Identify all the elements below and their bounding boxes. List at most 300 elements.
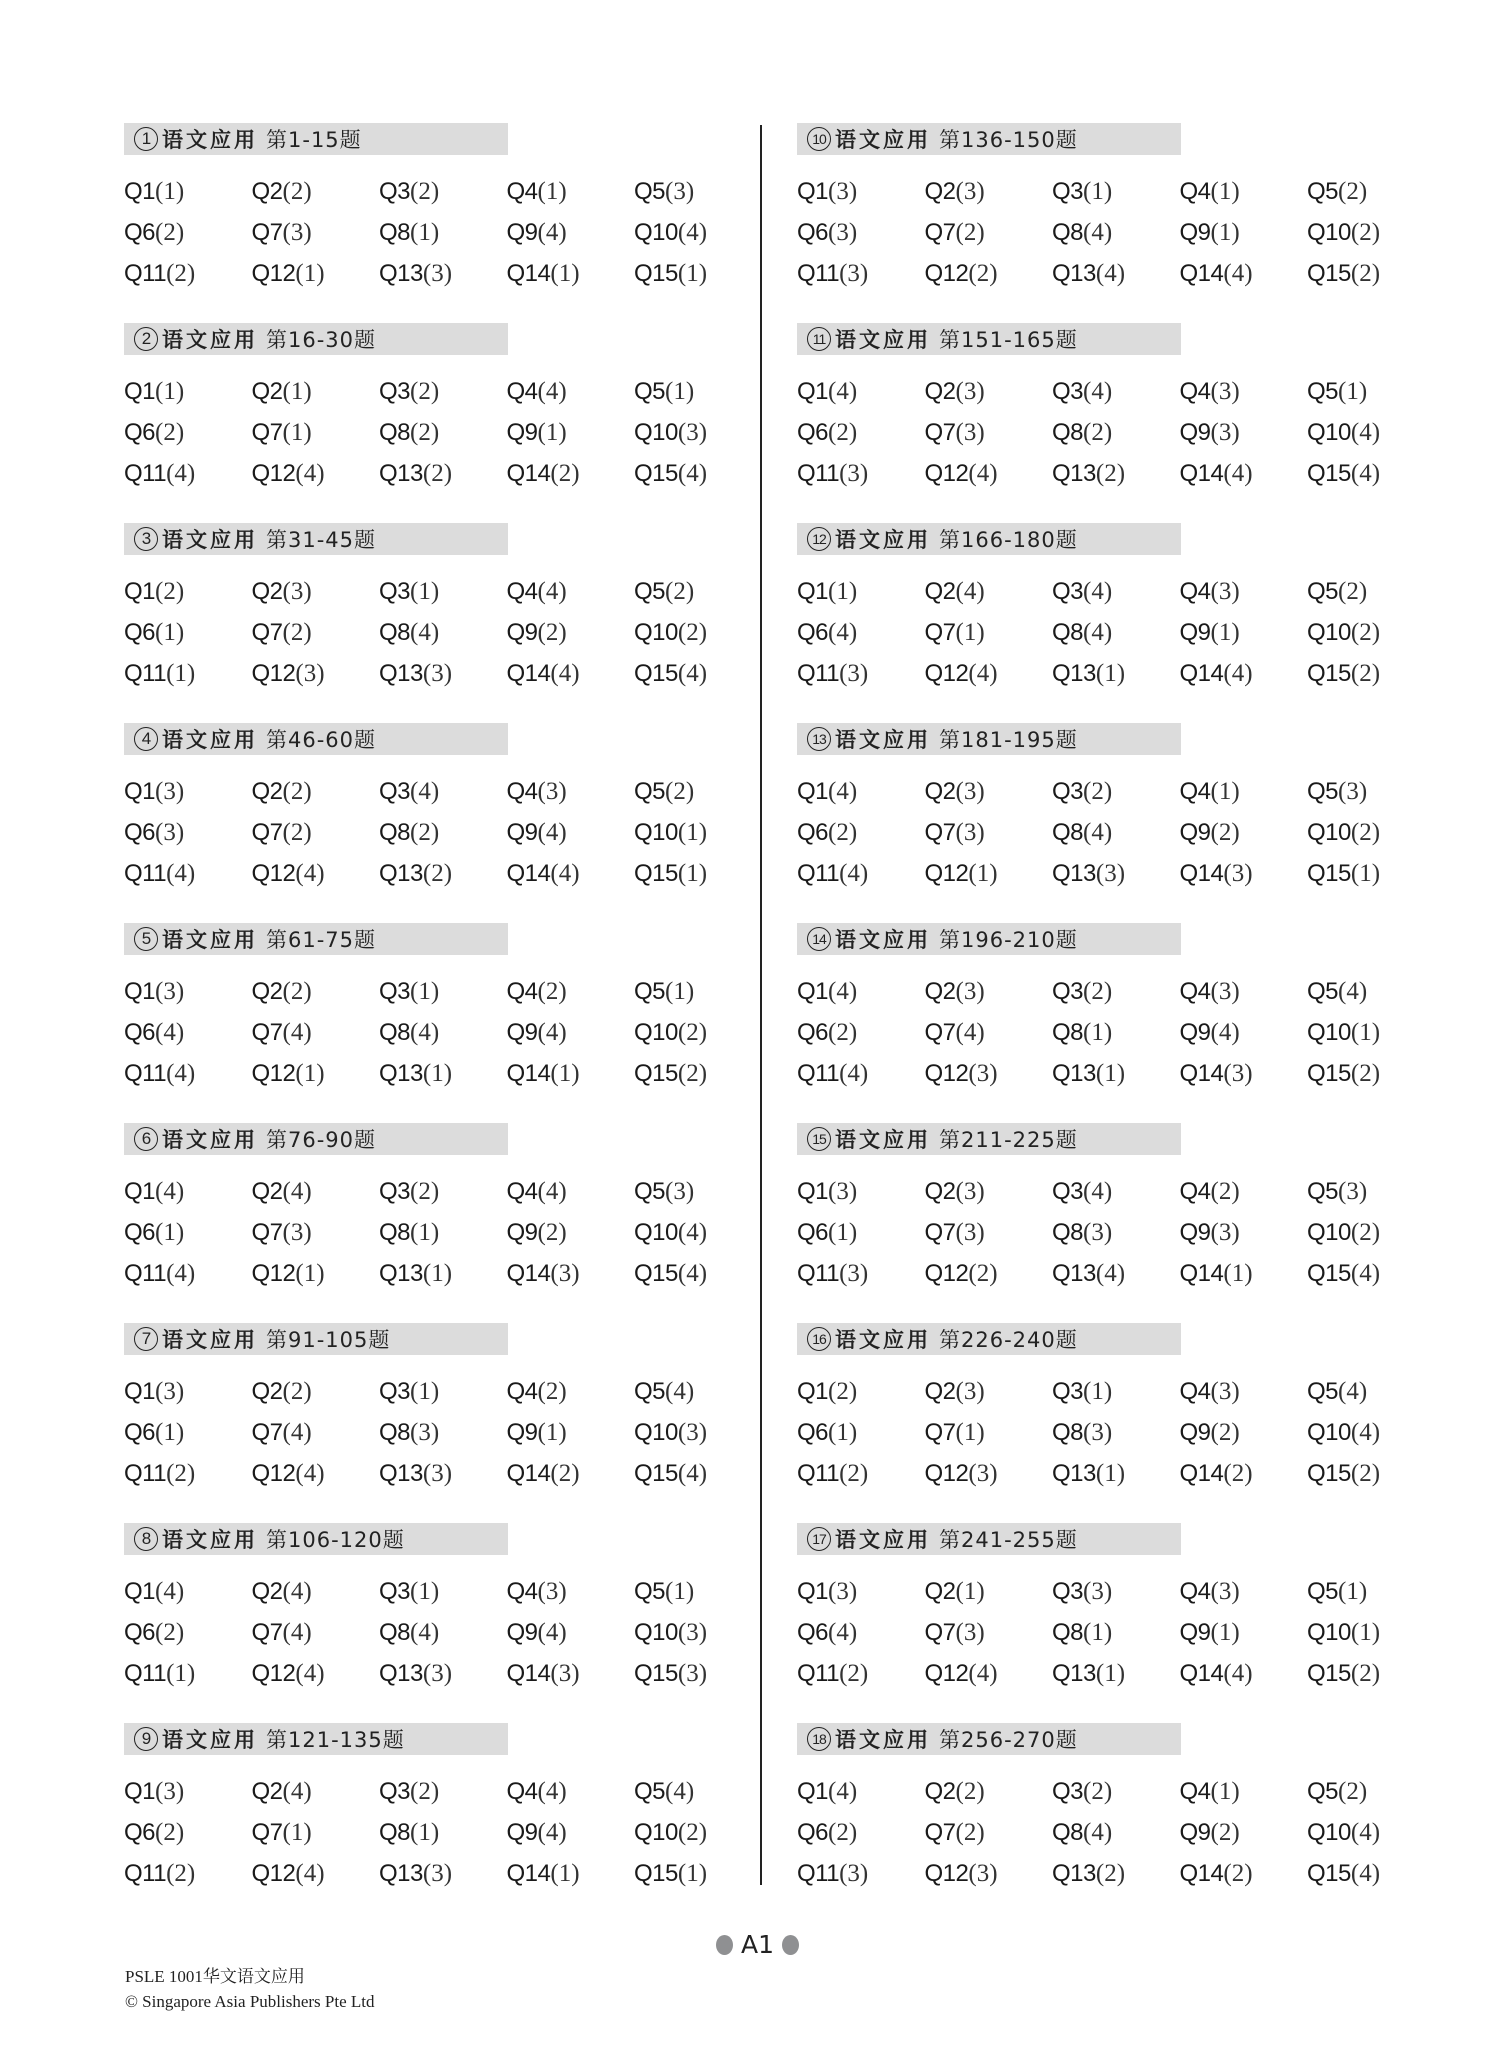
answer-row xyxy=(797,971,1437,1012)
answer-row xyxy=(797,1412,1437,1453)
question-label: Q8 xyxy=(379,419,411,446)
answer-item xyxy=(634,1453,762,1494)
answer-value: (3) xyxy=(1095,860,1126,887)
question-label: Q14 xyxy=(1179,460,1224,487)
answer-value: (1) xyxy=(955,1578,985,1605)
question-label: Q7 xyxy=(251,1819,283,1846)
section-title: 语文应用 xyxy=(162,328,258,352)
answer-item xyxy=(124,1812,252,1853)
question-label: Q8 xyxy=(1052,219,1084,246)
answer-value: (2) xyxy=(537,619,567,646)
answer-item xyxy=(379,1612,507,1653)
question-label: Q10 xyxy=(634,419,678,446)
question-label: Q8 xyxy=(1052,1819,1084,1846)
answer-value: (1) xyxy=(550,1060,580,1087)
answer-item xyxy=(252,1171,380,1212)
question-label: Q8 xyxy=(1052,1419,1084,1446)
answer-item xyxy=(252,371,380,412)
question-label: Q9 xyxy=(1179,1019,1211,1046)
question-label: Q10 xyxy=(1307,1619,1351,1646)
section-number-circle: 2 xyxy=(134,327,158,351)
answer-item xyxy=(925,1371,1053,1412)
answer-item xyxy=(1052,653,1180,694)
answer-item xyxy=(507,1653,635,1694)
question-label: Q3 xyxy=(379,1178,411,1205)
answer-item xyxy=(1052,1171,1180,1212)
answer-value: (2) xyxy=(155,1819,185,1846)
answer-value: (4) xyxy=(677,1219,708,1246)
answer-value: (1) xyxy=(1095,1460,1126,1487)
answer-item xyxy=(1180,371,1308,412)
question-label: Q11 xyxy=(797,1660,840,1687)
answer-item xyxy=(1052,1371,1180,1412)
question-label: Q5 xyxy=(634,1378,666,1405)
question-label: Q14 xyxy=(506,460,551,487)
section-number-circle: 15 xyxy=(807,1127,831,1151)
answer-value: (3) xyxy=(955,419,985,446)
section-title: 语文应用 xyxy=(162,728,258,752)
answer-item xyxy=(124,1371,252,1412)
question-label: Q5 xyxy=(634,778,666,805)
answer-grid xyxy=(124,1571,764,1694)
section-header xyxy=(797,1523,1181,1555)
answer-row xyxy=(797,853,1437,894)
question-label: Q3 xyxy=(379,378,411,405)
answer-item xyxy=(1052,1571,1180,1612)
question-label: Q3 xyxy=(379,578,411,605)
section-number-circle: 6 xyxy=(134,1127,158,1151)
answer-value: (1) xyxy=(1210,619,1240,646)
answer-item xyxy=(507,1053,635,1094)
answer-item xyxy=(797,612,925,653)
answer-item xyxy=(379,371,507,412)
answer-item xyxy=(925,1053,1053,1094)
question-label: Q14 xyxy=(1179,1260,1224,1287)
answer-value: (4) xyxy=(1223,1660,1253,1687)
question-label: Q10 xyxy=(1307,619,1351,646)
answer-item xyxy=(252,653,380,694)
question-label: Q12 xyxy=(924,860,969,887)
answer-row xyxy=(797,371,1437,412)
question-label: Q8 xyxy=(379,619,411,646)
answer-value: (4) xyxy=(550,860,580,887)
answer-row xyxy=(797,1812,1437,1853)
answer-value: (3) xyxy=(677,1660,708,1687)
question-label: Q4 xyxy=(1179,778,1211,805)
answer-item xyxy=(634,1053,762,1094)
answer-section xyxy=(797,723,1397,923)
answer-item xyxy=(379,1653,507,1694)
answer-item xyxy=(1052,853,1180,894)
answer-item xyxy=(379,653,507,694)
answer-value: (1) xyxy=(410,1219,440,1246)
answer-value: (3) xyxy=(1083,1578,1113,1605)
question-label: Q2 xyxy=(924,778,956,805)
answer-value: (4) xyxy=(828,778,858,805)
answer-value: (4) xyxy=(955,578,985,605)
answer-value: (2) xyxy=(1338,1778,1368,1805)
question-label: Q10 xyxy=(1307,1019,1351,1046)
answer-value: (1) xyxy=(1083,1378,1113,1405)
answer-value: (4) xyxy=(1083,1819,1113,1846)
answer-row xyxy=(797,1371,1437,1412)
answer-value: (1) xyxy=(155,378,185,405)
question-label: Q4 xyxy=(1179,978,1211,1005)
answer-item xyxy=(1307,1812,1435,1853)
section-number-circle: 13 xyxy=(807,727,831,751)
answer-value: (3) xyxy=(839,1860,869,1887)
answer-item xyxy=(925,1612,1053,1653)
answer-value: (2) xyxy=(955,1819,985,1846)
section-header xyxy=(124,1523,508,1555)
answer-value: (1) xyxy=(410,219,440,246)
answer-section xyxy=(124,923,724,1123)
answer-value: (4) xyxy=(828,619,858,646)
question-label: Q10 xyxy=(634,219,678,246)
answer-item xyxy=(507,653,635,694)
question-label: Q1 xyxy=(797,1578,829,1605)
question-label: Q10 xyxy=(634,1819,678,1846)
section-header xyxy=(797,123,1181,155)
question-label: Q10 xyxy=(634,1219,678,1246)
answer-item xyxy=(252,1053,380,1094)
question-label: Q4 xyxy=(506,178,538,205)
question-label: Q9 xyxy=(506,619,538,646)
answer-value: (1) xyxy=(677,819,708,846)
answer-item xyxy=(252,253,380,294)
answer-item xyxy=(379,1571,507,1612)
answer-item xyxy=(925,1812,1053,1853)
answer-value: (4) xyxy=(166,460,196,487)
question-label: Q4 xyxy=(506,578,538,605)
answer-row xyxy=(124,1612,764,1653)
answer-value: (1) xyxy=(282,1819,312,1846)
answer-item xyxy=(507,771,635,812)
question-label: Q9 xyxy=(1179,419,1211,446)
answer-item xyxy=(925,253,1053,294)
answer-item xyxy=(1180,812,1308,853)
question-label: Q11 xyxy=(124,1660,167,1687)
answer-item xyxy=(507,1412,635,1453)
question-label: Q14 xyxy=(506,860,551,887)
section-range: 第46-60题 xyxy=(266,728,377,752)
question-label: Q4 xyxy=(1179,378,1211,405)
question-label: Q14 xyxy=(506,1860,551,1887)
question-label: Q2 xyxy=(924,578,956,605)
question-label: Q13 xyxy=(379,860,423,887)
answer-value: (1) xyxy=(1223,1260,1253,1287)
answer-item xyxy=(379,1371,507,1412)
answer-section xyxy=(124,523,724,723)
answer-value: (1) xyxy=(828,1219,858,1246)
answer-item xyxy=(1052,1853,1180,1894)
answer-value: (1) xyxy=(166,1660,196,1687)
section-number-circle: 5 xyxy=(134,927,158,951)
question-label: Q4 xyxy=(506,1378,538,1405)
answer-item xyxy=(634,453,762,494)
section-title: 语文应用 xyxy=(162,1128,258,1152)
question-label: Q12 xyxy=(251,260,296,287)
question-label: Q5 xyxy=(634,978,666,1005)
answer-item xyxy=(1052,1453,1180,1494)
question-label: Q6 xyxy=(124,819,156,846)
answer-value: (4) xyxy=(828,1778,858,1805)
answer-value: (2) xyxy=(955,1778,985,1805)
answer-value: (1) xyxy=(1338,1578,1368,1605)
question-label: Q2 xyxy=(924,1578,956,1605)
section-header xyxy=(124,1723,508,1755)
question-label: Q2 xyxy=(924,1178,956,1205)
answer-item xyxy=(252,1253,380,1294)
section-number-circle: 10 xyxy=(807,127,831,151)
answer-item xyxy=(379,1012,507,1053)
answer-item xyxy=(1307,1253,1435,1294)
answer-value: (2) xyxy=(1223,1460,1253,1487)
question-label: Q9 xyxy=(1179,1819,1211,1846)
answer-value: (3) xyxy=(410,1419,440,1446)
question-label: Q11 xyxy=(797,1260,840,1287)
answer-item xyxy=(1052,612,1180,653)
answer-grid xyxy=(124,1771,764,1894)
answer-item xyxy=(634,1212,762,1253)
answer-item xyxy=(797,1212,925,1253)
answer-item xyxy=(124,453,252,494)
answer-item xyxy=(925,853,1053,894)
answer-item xyxy=(797,971,925,1012)
answer-item xyxy=(1180,1171,1308,1212)
answer-item xyxy=(252,412,380,453)
answer-item xyxy=(1180,1771,1308,1812)
answer-value: (2) xyxy=(1350,219,1381,246)
answer-row xyxy=(797,1171,1437,1212)
answer-value: (4) xyxy=(968,460,998,487)
answer-value: (3) xyxy=(839,1260,869,1287)
answer-item xyxy=(124,1453,252,1494)
answer-item xyxy=(124,812,252,853)
answer-value: (1) xyxy=(410,578,440,605)
answer-value: (1) xyxy=(155,1419,185,1446)
answer-item xyxy=(797,171,925,212)
section-number-circle: 4 xyxy=(134,727,158,751)
answer-value: (4) xyxy=(166,1260,196,1287)
answer-value: (4) xyxy=(1210,1019,1240,1046)
answer-value: (4) xyxy=(166,1060,196,1087)
answer-item xyxy=(1052,1771,1180,1812)
answer-value: (1) xyxy=(410,1819,440,1846)
answer-grid xyxy=(797,571,1437,694)
question-label: Q6 xyxy=(124,1819,156,1846)
answer-value: (2) xyxy=(282,978,312,1005)
question-label: Q10 xyxy=(1307,219,1351,246)
answer-item xyxy=(634,1012,762,1053)
answer-item xyxy=(1307,1453,1435,1494)
answer-item xyxy=(634,212,762,253)
answer-value: (3) xyxy=(1338,778,1368,805)
answer-value: (4) xyxy=(1338,978,1368,1005)
question-label: Q4 xyxy=(1179,1378,1211,1405)
section-range: 第181-195题 xyxy=(939,728,1078,752)
answer-value: (2) xyxy=(1350,1660,1381,1687)
answer-item xyxy=(797,1012,925,1053)
question-label: Q6 xyxy=(124,419,156,446)
answer-value: (4) xyxy=(295,860,325,887)
question-label: Q13 xyxy=(1052,460,1096,487)
answer-value: (2) xyxy=(1083,978,1113,1005)
answer-grid xyxy=(797,371,1437,494)
answer-value: (2) xyxy=(1350,819,1381,846)
answer-value: (2) xyxy=(1083,1778,1113,1805)
question-label: Q4 xyxy=(1179,1578,1211,1605)
section-range: 第136-150题 xyxy=(939,128,1078,152)
answer-value: (1) xyxy=(1350,1019,1381,1046)
question-label: Q8 xyxy=(379,1619,411,1646)
answer-item xyxy=(925,1412,1053,1453)
answer-item xyxy=(797,812,925,853)
answer-item xyxy=(925,453,1053,494)
section-range: 第211-225题 xyxy=(939,1128,1078,1152)
answer-item xyxy=(634,1412,762,1453)
answer-value: (2) xyxy=(1095,1860,1126,1887)
answer-value: (3) xyxy=(550,1260,580,1287)
answer-item xyxy=(1307,1853,1435,1894)
answer-value: (3) xyxy=(968,1460,998,1487)
answer-item xyxy=(379,453,507,494)
answer-value: (3) xyxy=(1223,860,1253,887)
question-label: Q7 xyxy=(251,1019,283,1046)
question-label: Q11 xyxy=(124,460,167,487)
answer-row xyxy=(797,212,1437,253)
question-label: Q6 xyxy=(124,619,156,646)
question-label: Q2 xyxy=(251,1778,283,1805)
question-label: Q5 xyxy=(1307,1778,1339,1805)
answer-value: (4) xyxy=(1350,419,1381,446)
question-label: Q6 xyxy=(797,1419,829,1446)
answer-value: (2) xyxy=(550,460,580,487)
answer-row xyxy=(797,1612,1437,1653)
section-number-circle: 12 xyxy=(807,527,831,551)
answer-value: (2) xyxy=(828,819,858,846)
question-label: Q9 xyxy=(506,819,538,846)
question-label: Q3 xyxy=(1052,1378,1084,1405)
answer-value: (1) xyxy=(422,1260,453,1287)
answer-item xyxy=(925,1653,1053,1694)
answer-value: (3) xyxy=(677,419,708,446)
answer-item xyxy=(252,171,380,212)
answer-value: (3) xyxy=(665,178,695,205)
section-range: 第241-255题 xyxy=(939,1528,1078,1552)
answer-value: (1) xyxy=(1210,1778,1240,1805)
answer-item xyxy=(252,1571,380,1612)
question-label: Q9 xyxy=(1179,219,1211,246)
answer-value: (1) xyxy=(1210,778,1240,805)
question-label: Q7 xyxy=(251,219,283,246)
answer-value: (2) xyxy=(1350,260,1381,287)
question-label: Q8 xyxy=(1052,1619,1084,1646)
answer-item xyxy=(507,1012,635,1053)
answer-value: (4) xyxy=(839,1060,869,1087)
answer-value: (2) xyxy=(155,578,185,605)
answer-value: (3) xyxy=(1210,378,1240,405)
section-header xyxy=(124,323,508,355)
answer-value: (4) xyxy=(537,1178,567,1205)
answer-item xyxy=(925,212,1053,253)
answer-item xyxy=(379,771,507,812)
bullet-dot-icon xyxy=(716,1935,733,1955)
answer-value: (2) xyxy=(1350,619,1381,646)
answer-item xyxy=(252,1812,380,1853)
question-label: Q9 xyxy=(1179,619,1211,646)
answer-item xyxy=(1307,1771,1435,1812)
question-label: Q12 xyxy=(924,1060,969,1087)
answer-value: (1) xyxy=(410,978,440,1005)
answer-item xyxy=(124,612,252,653)
question-label: Q1 xyxy=(797,978,829,1005)
question-label: Q15 xyxy=(1307,260,1351,287)
answer-section xyxy=(797,323,1397,523)
question-label: Q14 xyxy=(1179,1660,1224,1687)
answer-value: (3) xyxy=(1210,1378,1240,1405)
question-label: Q9 xyxy=(506,219,538,246)
answer-row xyxy=(797,1253,1437,1294)
question-label: Q5 xyxy=(634,578,666,605)
answer-item xyxy=(1052,812,1180,853)
question-label: Q14 xyxy=(506,260,551,287)
question-label: Q13 xyxy=(379,1660,423,1687)
question-label: Q12 xyxy=(251,1460,296,1487)
answer-row xyxy=(124,1371,764,1412)
section-header xyxy=(124,723,508,755)
answer-value: (4) xyxy=(677,219,708,246)
question-label: Q2 xyxy=(251,1378,283,1405)
answer-item xyxy=(507,371,635,412)
answer-value: (4) xyxy=(1083,378,1113,405)
answer-item xyxy=(379,1053,507,1094)
answer-value: (3) xyxy=(955,1219,985,1246)
question-label: Q12 xyxy=(924,1860,969,1887)
section-title: 语文应用 xyxy=(835,1528,931,1552)
question-label: Q13 xyxy=(379,460,423,487)
question-label: Q15 xyxy=(634,1060,678,1087)
question-label: Q12 xyxy=(924,460,969,487)
answer-value: (3) xyxy=(155,819,185,846)
answer-section xyxy=(797,1123,1397,1323)
question-label: Q13 xyxy=(1052,1460,1096,1487)
answer-value: (3) xyxy=(955,1178,985,1205)
answer-value: (4) xyxy=(282,1419,312,1446)
question-label: Q6 xyxy=(797,1019,829,1046)
answer-item xyxy=(797,1371,925,1412)
answer-item xyxy=(507,1853,635,1894)
answer-item xyxy=(1052,1053,1180,1094)
answer-item xyxy=(507,453,635,494)
question-label: Q13 xyxy=(1052,860,1096,887)
question-label: Q4 xyxy=(1179,178,1211,205)
question-label: Q13 xyxy=(379,1460,423,1487)
question-label: Q1 xyxy=(797,778,829,805)
answer-item xyxy=(797,853,925,894)
answer-value: (1) xyxy=(677,1860,708,1887)
answer-value: (2) xyxy=(550,1460,580,1487)
answer-item xyxy=(252,1612,380,1653)
question-label: Q3 xyxy=(1052,1778,1084,1805)
answer-item xyxy=(1052,1253,1180,1294)
question-label: Q12 xyxy=(924,1460,969,1487)
question-label: Q12 xyxy=(924,660,969,687)
answer-value: (2) xyxy=(282,819,312,846)
answer-item xyxy=(1180,612,1308,653)
page-number: A1 xyxy=(741,1930,775,1959)
section-range: 第16-30题 xyxy=(266,328,377,352)
